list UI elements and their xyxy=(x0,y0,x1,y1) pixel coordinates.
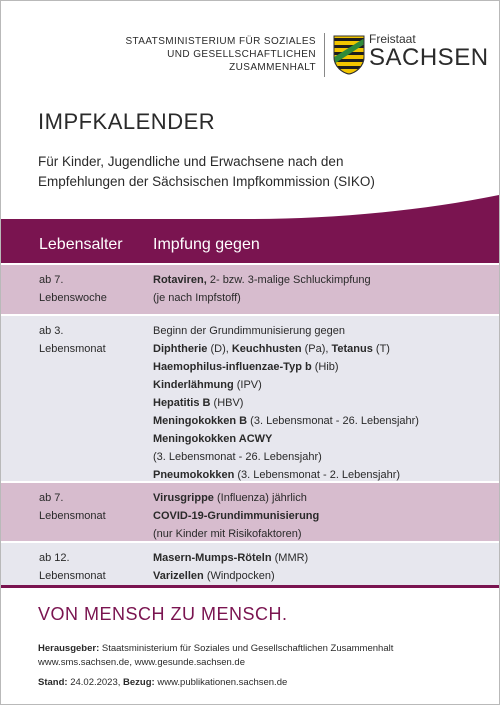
vaccine-note: (HBV) xyxy=(210,397,244,409)
publisher-label: Herausgeber: xyxy=(38,643,100,654)
vaccine-line xyxy=(153,340,419,358)
vaccine-note: (Hib) xyxy=(311,361,339,373)
column-header-lebensalter: Lebensalter xyxy=(39,236,123,253)
table-row xyxy=(1,316,499,481)
subtitle-line-1: Für Kinder, Jugendliche und Erwachsene nach den xyxy=(38,154,344,169)
age-line: ab 12. xyxy=(39,552,70,564)
vaccine-name: Meningokokken ACWY xyxy=(153,433,273,445)
bezug-url: www.publikationen.sachsen.de xyxy=(154,677,288,688)
age-line: ab 7. xyxy=(39,492,64,504)
vaccine-line xyxy=(153,394,419,412)
table-header xyxy=(1,235,499,263)
table-row xyxy=(1,265,499,314)
vaccine-note: (MMR) xyxy=(271,552,309,564)
vaccine-name: Meningokokken B xyxy=(153,415,248,427)
vaccine-line xyxy=(153,358,419,376)
age-cell xyxy=(39,322,106,358)
logo-freistaat: Freistaat xyxy=(369,32,416,46)
vaccine-note: (IPV) xyxy=(233,379,262,391)
vaccine-line xyxy=(153,507,319,525)
ministry-line-3: ZUSAMMENHALT xyxy=(229,62,316,73)
vaccine-note: (Windpocken) xyxy=(203,570,275,582)
vaccine-note: (T) xyxy=(372,343,390,355)
publisher-text: Staatsministerium für Soziales und Gesellschaftlichen Zusammenhalt xyxy=(99,643,394,654)
stand-line xyxy=(38,676,287,689)
vaccine-name: Pneumokokken xyxy=(153,469,235,481)
vaccine-name: Keuchhusten xyxy=(231,343,302,355)
publisher-line xyxy=(38,642,393,655)
vaccine-note: (3. Lebensmonat - 2. Lebensjahr) xyxy=(234,469,401,481)
vaccine-line xyxy=(153,549,308,567)
vaccine-name: Diphtherie xyxy=(153,343,208,355)
age-line: Lebensmonat xyxy=(39,570,106,582)
vaccine-intro: Beginn der Grundimmunisierung gegen xyxy=(153,325,346,337)
age-cell xyxy=(39,489,106,525)
slogan: VON MENSCH ZU MENSCH. xyxy=(38,604,288,624)
vaccine-cell xyxy=(153,549,308,585)
vaccine-note: (Influenza) jährlich xyxy=(213,492,307,504)
vaccine-note: (je nach Impfstoff) xyxy=(153,292,241,304)
logo-divider xyxy=(324,33,325,77)
page-subtitle xyxy=(38,152,458,192)
age-line: Lebensmonat xyxy=(39,343,106,355)
age-cell xyxy=(39,549,106,585)
stand-date: 24.02.2023, xyxy=(67,677,124,688)
vaccine-name: Virusgrippe xyxy=(153,492,214,504)
ministry-line-2: UND GESELLSCHAFTLICHEN xyxy=(167,49,316,60)
ministry-line-1: STAATSMINISTERIUM FÜR SOZIALES xyxy=(125,36,316,47)
vaccine-note: (Pa), xyxy=(301,343,332,355)
vaccine-name: COVID-19-Grundimmunisierung xyxy=(153,510,320,522)
vaccine-note: (D), xyxy=(207,343,232,355)
vaccine-name: Masern-Mumps-Röteln xyxy=(153,552,272,564)
vaccine-name: Kinderlähmung xyxy=(153,379,234,391)
vaccine-note: (nur Kinder mit Risikofaktoren) xyxy=(153,528,302,540)
stand-label: Stand: xyxy=(38,677,68,688)
vaccine-line xyxy=(153,412,419,430)
table-row xyxy=(1,543,499,585)
age-line: Lebensmonat xyxy=(39,510,106,522)
age-cell xyxy=(39,271,107,307)
vaccine-line xyxy=(153,567,308,585)
vaccine-line xyxy=(153,271,371,289)
vaccine-name: Tetanus xyxy=(331,343,373,355)
vaccine-note: (3. Lebensmonat - 26. Lebensjahr) xyxy=(247,415,419,427)
vaccine-line xyxy=(153,376,419,394)
column-header-impfung: Impfung gegen xyxy=(153,236,260,253)
bezug-label: Bezug: xyxy=(123,677,155,688)
vaccine-line xyxy=(153,489,319,507)
age-line: ab 3. xyxy=(39,325,64,337)
vaccine-note: 2- bzw. 3-malige Schluckimpfung xyxy=(206,274,371,286)
vaccine-name: Rotaviren, xyxy=(153,274,207,286)
vaccine-name: Hepatitis B xyxy=(153,397,211,409)
vaccine-name: Varizellen xyxy=(153,570,204,582)
subtitle-line-2: Empfehlungen der Sächsischen Impfkommission (SIKO) xyxy=(38,174,375,189)
age-line: Lebenswoche xyxy=(39,292,107,304)
vaccine-cell xyxy=(153,271,371,307)
saxony-coat-of-arms-icon xyxy=(333,35,365,75)
table-bottom-rule xyxy=(1,585,499,588)
vaccine-cell xyxy=(153,322,419,484)
logo-sachsen: SACHSEN xyxy=(369,44,489,71)
vaccine-line xyxy=(153,430,419,448)
vaccine-note: (3. Lebensmonat - 26. Lebensjahr) xyxy=(153,451,322,463)
websites-line: www.sms.sachsen.de, www.gesunde.sachsen.de xyxy=(38,657,245,668)
vaccine-cell xyxy=(153,489,319,543)
vaccine-name: Haemophilus-influenzae-Typ b xyxy=(153,361,312,373)
page-title: IMPFKALENDER xyxy=(38,109,216,134)
ministry-name xyxy=(86,35,316,74)
table-row xyxy=(1,483,499,541)
age-line: ab 7. xyxy=(39,274,64,286)
